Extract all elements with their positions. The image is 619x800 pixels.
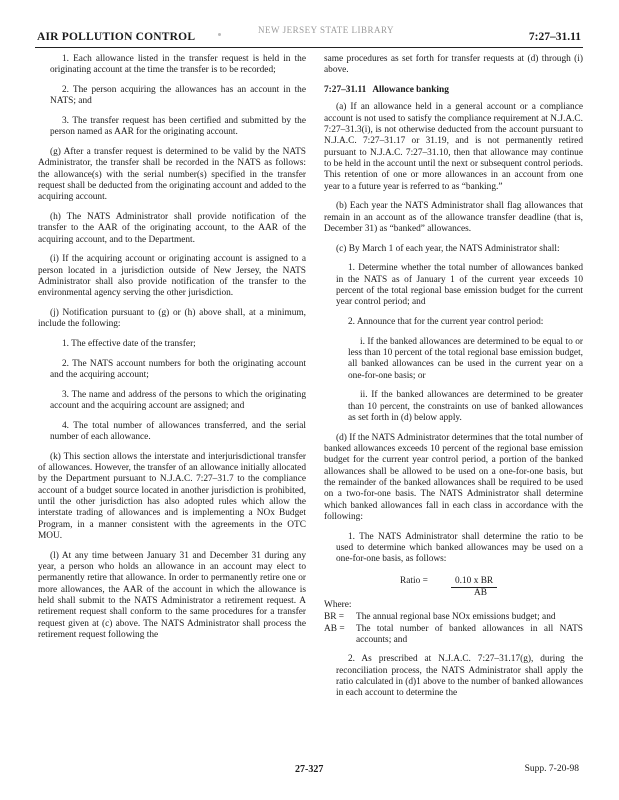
running-header-title: AIR POLLUTION CONTROL	[37, 31, 196, 43]
definition-symbol: BR =	[324, 612, 345, 623]
header-rule	[35, 47, 583, 48]
section-number: 7:27–31.11	[324, 84, 367, 95]
right-column	[324, 54, 583, 708]
paragraph-d2: 2. As prescribed at N.J.A.C. 7:27–31.17(g), during the reconciliation process, the NATS Administrator shall apply the ratio calculated in (d)1 above to the number of banked allowances in each account to determine the	[336, 654, 583, 699]
definitions	[324, 612, 583, 646]
page-number: 27-327	[295, 764, 324, 775]
paragraph-c2: 2. Announce that for the current year control period:	[348, 317, 544, 328]
ratio-lhs: Ratio =	[400, 576, 428, 587]
paragraph-b: (b) Each year the NATS Administrator shall flag allowances that remain in an account as of the allowance transfer deadline (that is, December 31) as “banked” allowances.	[324, 201, 583, 235]
paragraph-c: (c) By March 1 of each year, the NATS Administrator shall:	[336, 243, 560, 254]
supplement-date: Supp. 7-20-98	[524, 764, 579, 774]
ratio-denominator: AB	[474, 588, 487, 599]
ratio-numerator: 0.10 x BR	[451, 576, 497, 588]
ratio-formula	[324, 574, 583, 598]
paragraph-j3: 3. The name and address of the persons to which the originating account and the acquiring account are assigned; and	[50, 389, 306, 411]
definition-text: The annual regional base NOx emissions budget; and	[356, 612, 556, 623]
scan-speck	[218, 33, 221, 36]
paragraph-l: (l) At any time between January 31 and December 31 during any year, a person who holds an allowance in an account may elect to permanently retire that allowance. In order to permanently retire one or more allowances, the AAR of the account in which the allowance is held shall submit to the NATS Administrator a retirement request. A retirement request shall conform to the same procedures for a transfer request given at (c) above. The NATS Administrator shall process the retirement request following the	[38, 550, 306, 640]
paragraph-j: (j) Notification pursuant to (g) or (h) above shall, at a minimum, include the following:	[38, 307, 306, 330]
paragraph-i: (i) If the acquiring account or originating account is assigned to a person located in a jurisdiction outside of New Jersey, the NATS Administrator shall also provide notification of the transfer to the environmental agency serving the other jurisdiction.	[38, 254, 306, 299]
paragraph-c2ii: ii. If the banked allowances are determined to be greater than 10 percent, the constraints on use of banked allowances as set forth in (d) below apply.	[348, 390, 583, 424]
paragraph-continuation: same procedures as set forth for transfer requests at (d) through (i) above.	[324, 54, 583, 76]
where-label: Where:	[324, 600, 352, 611]
section-title: Allowance banking	[372, 84, 449, 95]
paragraph-f1: 1. Each allowance listed in the transfer request is held in the originating account at the time the transfer is to be recorded;	[50, 54, 306, 76]
paragraph-j1: 1. The effective date of the transfer;	[62, 338, 196, 349]
paragraph-h: (h) The NATS Administrator shall provide notification of the transfer to the AAR of the originating account, to the AAR of the acquiring account, and to the Department.	[38, 211, 306, 245]
running-header-section: 7:27–31.11	[528, 31, 581, 43]
paragraph-f2: 2. The person acquiring the allowances has an account in the NATS; and	[50, 84, 306, 107]
library-stamp: NEW JERSEY STATE LIBRARY	[258, 25, 395, 35]
paragraph-k: (k) This section allows the interstate and interjurisdictional transfer of allowances. However, the transfer of an allowance initially allocated by the Department pursuant to N.J.A.C. 7:27–31.7 to the compliance account of a budget source located in another jurisdiction is prohibited, until the other jurisdiction has also adopted rules which allow the interstate trading of allowances and is implementing a NOx Budget Program, in a manner consistent with the agreements in the OTC MOU.	[38, 451, 306, 541]
definition-text: The total number of banked allowances in all NATS accounts; and	[356, 623, 583, 646]
paragraph-f3: 3. The transfer request has been certified and submitted by the person named as AAR for the originating account.	[50, 115, 306, 138]
paragraph-j2: 2. The NATS account numbers for both the originating account and the acquiring account;	[50, 358, 306, 380]
paragraph-a: (a) If an allowance held in a general account or a compliance account is not used to satisfy the compliance requirement at N.J.A.C. 7:27–31.3(i), is not otherwise deducted from the account pursuant to N.J.A.C. 7:27–31.17 or 31.19, and is not permanently retired pursuant to N.J.A.C. 7:27–31.10, then that allowance may continue to be held in the account until the next or subsequent control periods. This retention of one or more allowances in an account from one year to a future year is referred to as “banking.”	[324, 102, 583, 192]
paragraph-j4: 4. The total number of allowances transferred, and the serial number of each allowance.	[50, 420, 306, 442]
paragraph-g: (g) After a transfer request is determined to be valid by the NATS Administrator, the transfer shall be recorded in the NATS as follows: the allowance(s) with the serial number(s) specified in the transfer request shall be deducted from the originating account and added to the acquiring account.	[38, 146, 306, 203]
paragraph-c2i: i. If the banked allowances are determined to be equal to or less than 10 percent of the total regional base emission budget, all banked allowances can be used in the current year on a one-for-one basis; or	[348, 336, 583, 381]
section-heading	[324, 85, 583, 96]
definition-symbol: AB =	[324, 623, 345, 634]
paragraph-c1: 1. Determine whether the total number of allowances banked in the NATS as of January 1 of the current year exceeds 10 percent of the total regional base emission budget for the current year control period; and	[336, 263, 583, 308]
paragraph-d: (d) If the NATS Administrator determines that the total number of banked allowances exceeds 10 percent of the regional base emission budget for the current year control period, a portion of the banked allowances shall be allowed to be used on a one-for-one basis, but the remainder of the banked allowances shall be required to be used on a two-for-one basis. The NATS Administrator shall determine which banked allowances fall in each class in accordance with the following:	[324, 432, 583, 523]
paragraph-d1: 1. The NATS Administrator shall determine the ratio to be used to determine which banked allowances may be used on a one-for-one basis, as follows:	[336, 531, 583, 565]
left-column	[38, 54, 306, 650]
